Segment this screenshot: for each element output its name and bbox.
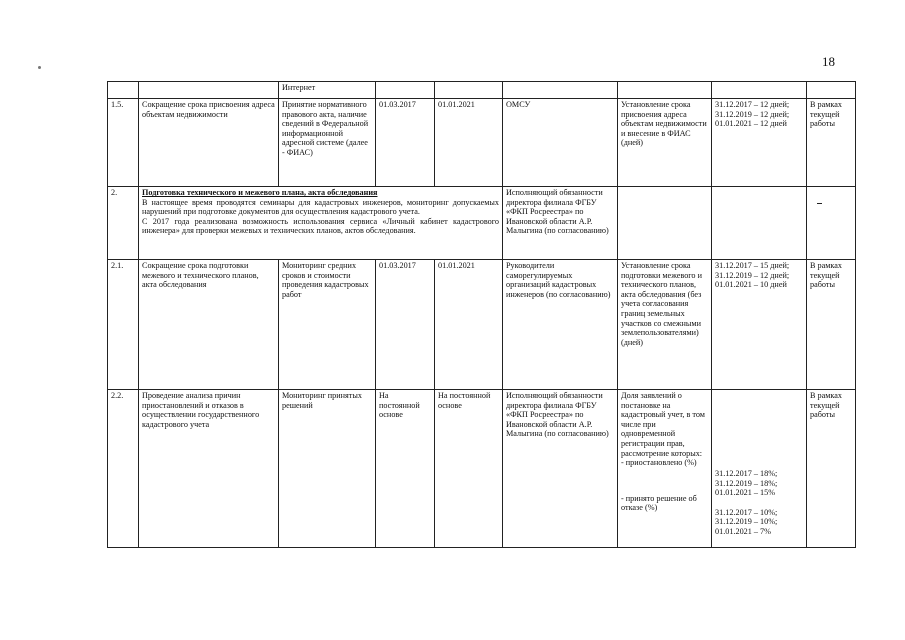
cell-num: 2.	[108, 187, 139, 260]
cell-start: 01.03.2017	[376, 99, 435, 187]
cell-indicator: Установление срока присвоения адреса объектам недвижимости и внесение в ФИАС (дней)	[618, 99, 712, 187]
scan-speck	[38, 66, 41, 69]
table-row-1-5	[108, 99, 856, 187]
cell-name: Сокращение срока присвоения адреса объектам недвижимости	[139, 99, 279, 187]
cell-num: 2.2.	[108, 390, 139, 548]
cell-measure: Интернет	[279, 82, 376, 99]
cell-end: 01.01.2021	[435, 260, 503, 390]
cell-funding: В рамках текущей работы	[807, 390, 856, 548]
cell-num: 2.1.	[108, 260, 139, 390]
cell-funding: В рамках текущей работы	[807, 260, 856, 390]
cell-indicator: Доля заявлений о постановке на кадастровый учет, в том числе при одновременной регистрации прав, рассмотрение которых: - приостановлено (%) - принято решение об отказе (%)	[618, 390, 712, 548]
plan-table	[107, 81, 856, 548]
page-number: 18	[822, 54, 835, 69]
table-row-continuation	[108, 82, 856, 99]
cell-section-text	[139, 187, 503, 260]
cell-start: На постоянной основе	[376, 390, 435, 548]
cell-measure: Принятие нормативного правового акта, наличие сведений в Федеральной информационной адресной системе (далее - ФИАС)	[279, 99, 376, 187]
cell-funding: В рамках текущей работы	[807, 99, 856, 187]
cell-end: 01.01.2021	[435, 99, 503, 187]
cell-responsible: Исполняющий обязанности директора филиала ФГБУ «ФКП Росреестра» по Ивановской области А.Р. Малыгина (по согласованию)	[503, 187, 618, 260]
cell-measure: Мониторинг средних сроков и стоимости проведения кадастровых работ	[279, 260, 376, 390]
cell-name: Проведение анализа причин приостановлений и отказов в осуществлении государственного кадастрового учета	[139, 390, 279, 548]
cell-target: 31.12.2017 – 12 дней; 31.12.2019 – 12 дней; 01.01.2021 – 12 дней	[712, 99, 807, 187]
table-row-2-2	[108, 390, 856, 548]
cell-end: На постоянной основе	[435, 390, 503, 548]
cell-num: 1.5.	[108, 99, 139, 187]
section-body: В настоящее время проводятся семинары для кадастровых инженеров, мониторинг допускаемых нарушений при подготовке документов для осуществления кадастрового учета. С 2017 года реализована возможность использования сервиса «Личный кабинет кадастрового инженера» для проверки межевых и технических планов, актов обследования.	[142, 197, 499, 236]
cell-start: 01.03.2017	[376, 260, 435, 390]
cell-indicator: Установление срока подготовки межевого и технического планов, акта обследования (без учета согласования границ земельных участков со смежными землепользователями) (дней)	[618, 260, 712, 390]
cell-measure: Мониторинг принятых решений	[279, 390, 376, 548]
cell-target: 31.12.2017 – 15 дней; 31.12.2019 – 12 дней; 01.01.2021 – 10 дней	[712, 260, 807, 390]
cell-target: 31.12.2017 – 18%; 31.12.2019 – 18%; 01.01.2021 – 15% 31.12.2017 – 10%; 31.12.2019 – 10%; 01.01.2021 – 7%	[712, 390, 807, 548]
cell-responsible: Исполняющий обязанности директора филиала ФГБУ «ФКП Росреестра» по Ивановской области А.Р. Малыгина (по согласованию)	[503, 390, 618, 548]
section-title: Подготовка технического и межевого плана, акта обследования	[142, 188, 378, 197]
cell-name: Сокращение срока подготовки межевого и технического планов, акта обследования	[139, 260, 279, 390]
table-row-section-2	[108, 187, 856, 260]
cell-responsible: Руководители саморегулируемых организаций кадастровых инженеров (по согласованию)	[503, 260, 618, 390]
cell-responsible: ОМСУ	[503, 99, 618, 187]
table-row-2-1	[108, 260, 856, 390]
